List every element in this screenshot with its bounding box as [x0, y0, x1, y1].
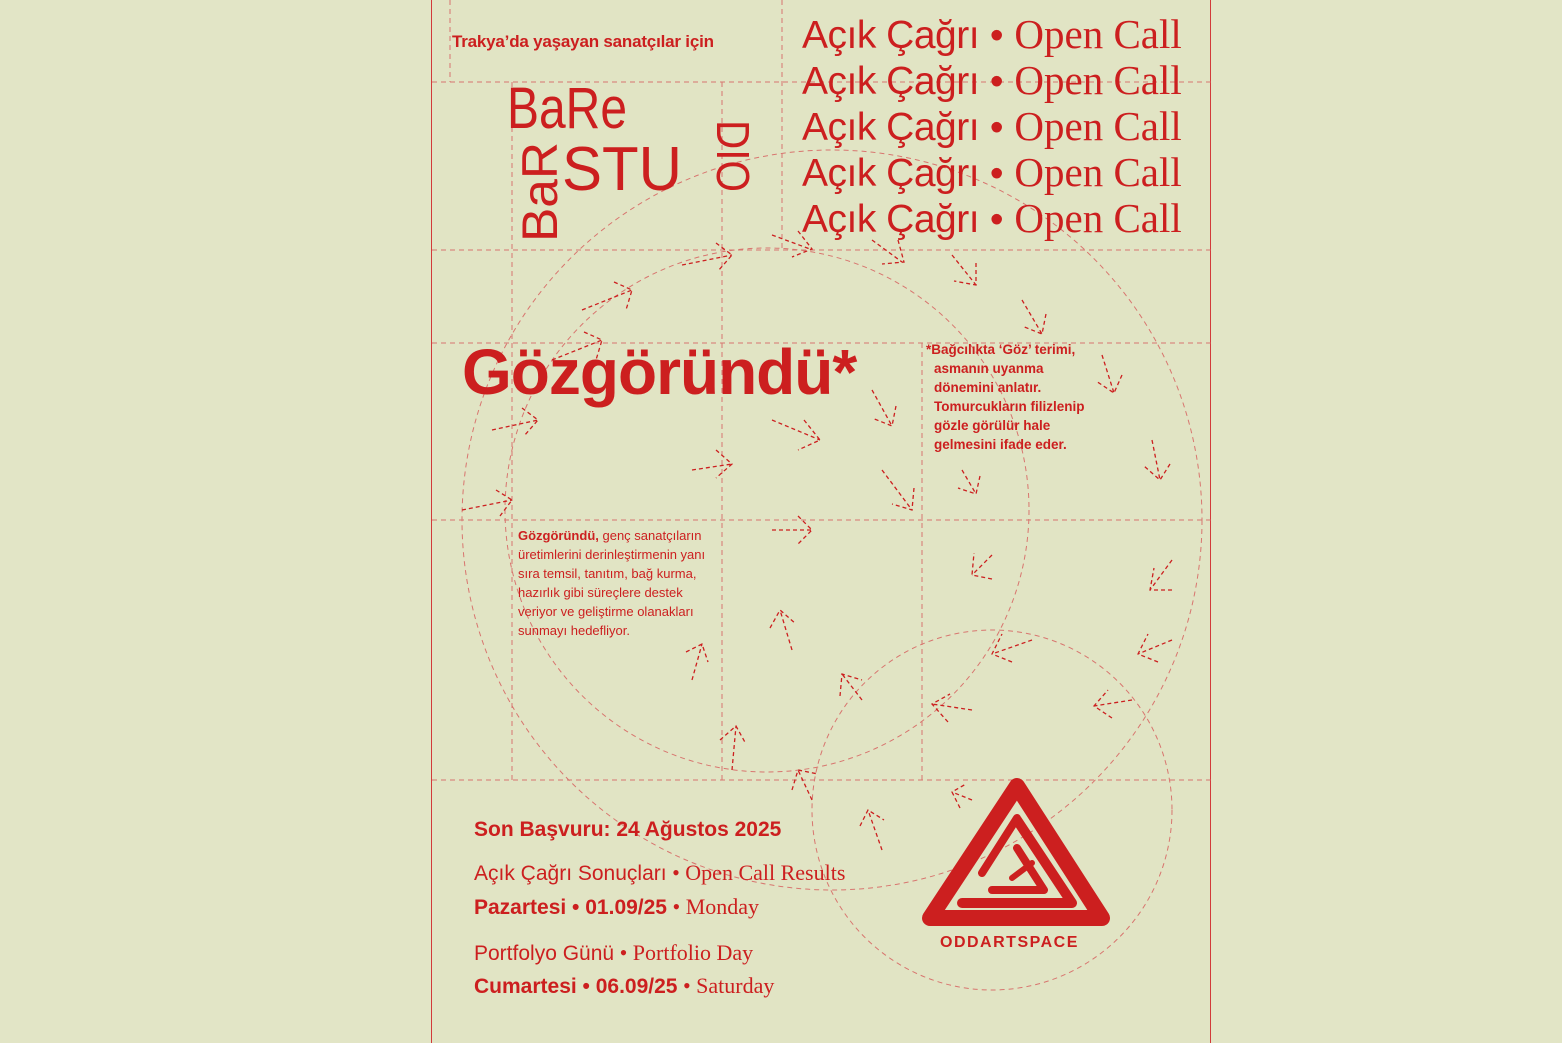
arrow-28	[686, 644, 708, 680]
arrow-25	[582, 282, 632, 310]
intro-text: Trakya’da yaşayan sanatçılar için	[452, 32, 714, 51]
logo-text-bare: BaRe	[507, 76, 627, 141]
arrow-14	[840, 674, 862, 700]
open-call-line: Açık Çağrı • Open Call	[802, 149, 1182, 195]
arrow-9	[1094, 690, 1132, 718]
results-date: Pazartesi • 01.09/25 • Monday	[474, 894, 760, 919]
oddartspace-name: ODDARTSPACE	[940, 934, 1079, 951]
oddartspace-logo-icon	[922, 778, 1112, 933]
event-title: Gözgöründü*	[462, 336, 857, 408]
arrow-12	[958, 470, 980, 494]
arrow-20	[882, 470, 914, 510]
title-footnote: *Bağcılıkta ‘Göz’ terimi, asmanın uyanma dönemini anlatır. Tomurcukların filizlenip gözle görülür hale gelmesini ifade eder.	[926, 342, 1085, 452]
arrow-24	[462, 490, 512, 516]
arrow-6	[1144, 440, 1170, 480]
arrow-26	[682, 243, 732, 271]
arrow-2	[872, 240, 904, 264]
logo-text-dio: DIO	[707, 120, 759, 202]
open-call-line: Açık Çağrı • Open Call	[802, 103, 1182, 149]
logo-text-bar: BaR	[512, 144, 568, 242]
logo-text-stu: STU	[562, 135, 682, 204]
arrow-16	[720, 726, 746, 770]
arrow-22	[772, 420, 820, 450]
arrow-11	[972, 553, 992, 579]
arrow-15	[770, 610, 796, 650]
arrow-23	[492, 408, 538, 436]
description: Gözgöründü, genç sanatçıların üretimlerini derinleştirmenin yanı sıra temsil, tanıtım, bağ kurma, hazırlık gibi süreçlere destek veriyor ve geliştirme olanakları sunmayı hedefliyor.	[518, 528, 706, 638]
arrow-4	[1022, 300, 1046, 334]
portfolio-date: Cumartesi • 06.09/25 • Saturday	[474, 973, 775, 998]
open-call-list	[802, 12, 1182, 242]
portfolio-label: Portfolyo Günü • Portfolio Day	[474, 940, 754, 965]
arrow-13	[932, 694, 972, 722]
arrow-29	[860, 810, 884, 850]
arrow-18	[692, 450, 732, 478]
arrow-10	[992, 634, 1032, 662]
arrow-3	[952, 255, 976, 285]
poster	[431, 0, 1211, 1043]
open-call-line: Açık Çağrı • Open Call	[802, 57, 1182, 103]
arrow-7	[1150, 560, 1172, 590]
open-call-line: Açık Çağrı • Open Call	[802, 11, 1182, 57]
deadline: Son Başvuru: 24 Ağustos 2025	[474, 818, 782, 841]
bare-bar-studio-logo	[507, 76, 759, 247]
arrow-8	[1138, 634, 1172, 662]
open-call-line: Açık Çağrı • Open Call	[802, 195, 1182, 241]
results-label: Açık Çağrı Sonuçları • Open Call Results	[474, 860, 846, 885]
arrow-21	[872, 390, 896, 426]
arrow-17	[792, 770, 818, 800]
